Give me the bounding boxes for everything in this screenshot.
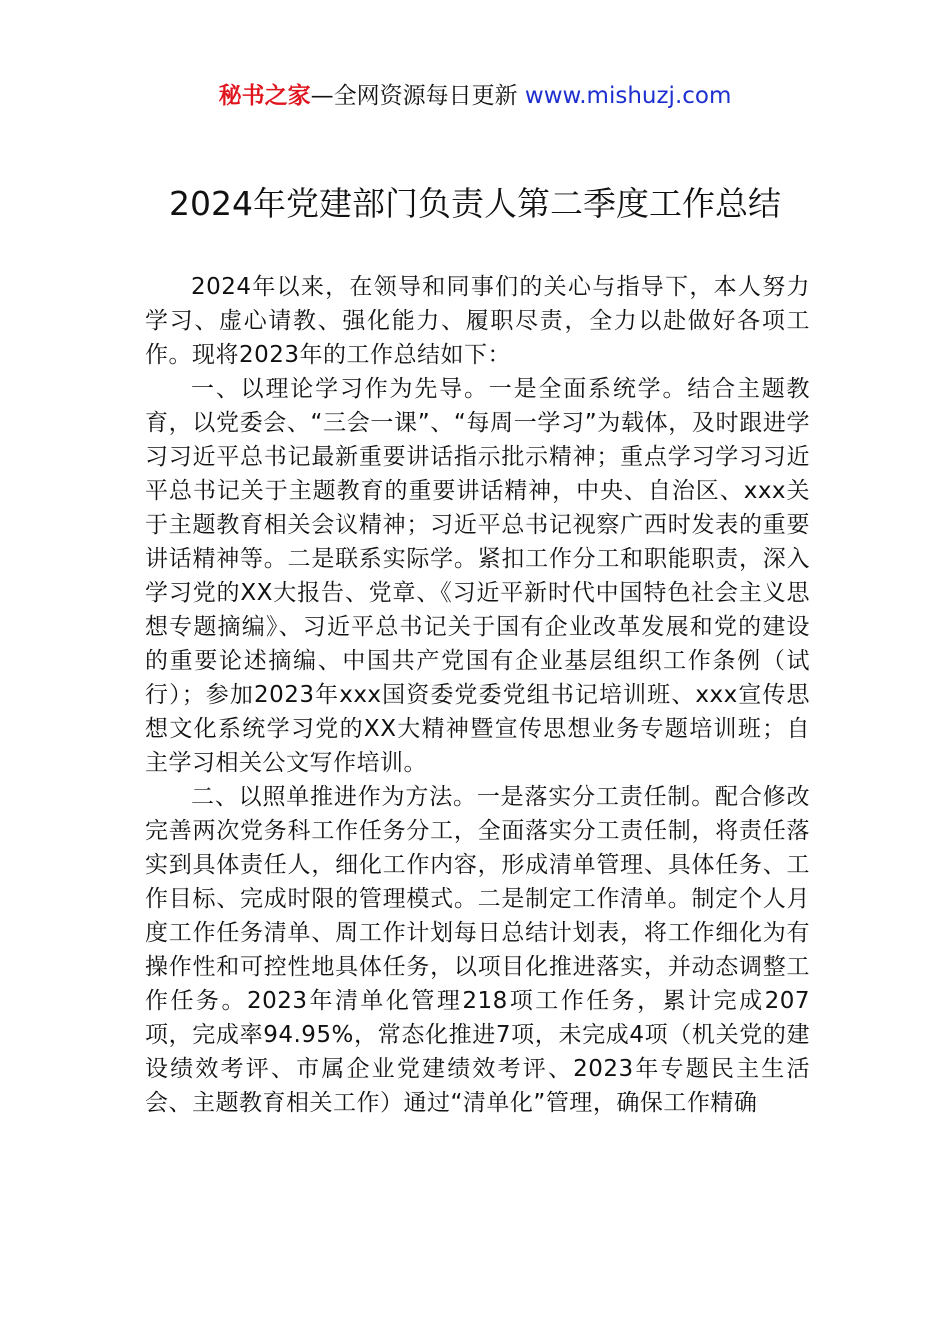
document-title: 2024年党建部门负责人第二季度工作总结 xyxy=(169,184,781,223)
intro-paragraph: 2024年以来，在领导和同事们的关心与指导下，本人努力学习、虚心请教、强化能力、履职尽责，全力以赴做好各项工作。现将2023年的工作总结如下： xyxy=(145,274,810,368)
section-1-paragraph: 一、以理论学习作为先导。一是全面系统学。结合主题教育，以党委会、“三会一课”、“每周一学习”为载体，及时跟进学习习近平总书记最新重要讲话指示批示精神；重点学习学习习近平总书记关于主题教育的重要讲话精神，中央、自治区、xxx关于主题教育相关会议精神；习近平总书记视察广西时发表的重要讲话精神等。二是联系实际学。紧扣工作分工和职能职责，深入学习党的XX大报告、党章、《习近平新时代中国特色社会主义思想专题摘编》、习近平总书记关于国有企业改革发展和党的建设的重要论述摘编、中国共产党国有企业基层组织工作条例（试行）；参加2023年xxx国资委党委党组书记培训班、xxx宣传思想文化系统学习党的XX大精神暨宣传思想业务专题培训班；自主学习相关公文写作培训。 xyxy=(145,376,810,776)
site-brand: 秘书之家 xyxy=(218,83,311,109)
site-header xyxy=(0,80,950,112)
section-2-paragraph: 二、以照单推进作为方法。一是落实分工责任制。配合修改完善两次党务科工作任务分工，全面落实分工责任制，将责任落实到具体责任人，细化工作内容，形成清单管理、具体任务、工作目标、完成时限的管理模式。二是制定工作清单。制定个人月度工作任务清单、周工作计划每日总结计划表，将工作细化为有操作性和可控性地具体任务，以项目化推进落实，并动态调整工作任务。2023年清单化管理218项工作任务，累计完成207项，完成率94.95%，常态化推进7项，未完成4项（机关党的建设绩效考评、市属企业党建绩效考评、2023年专题民主生活会、主题教育相关工作）通过“清单化”管理，确保工作精确 xyxy=(145,784,810,1116)
site-tagline: —全网资源每日更新 xyxy=(310,83,525,109)
site-url-link[interactable]: www.mishuzj.com xyxy=(524,83,732,109)
document-body xyxy=(145,270,810,1120)
